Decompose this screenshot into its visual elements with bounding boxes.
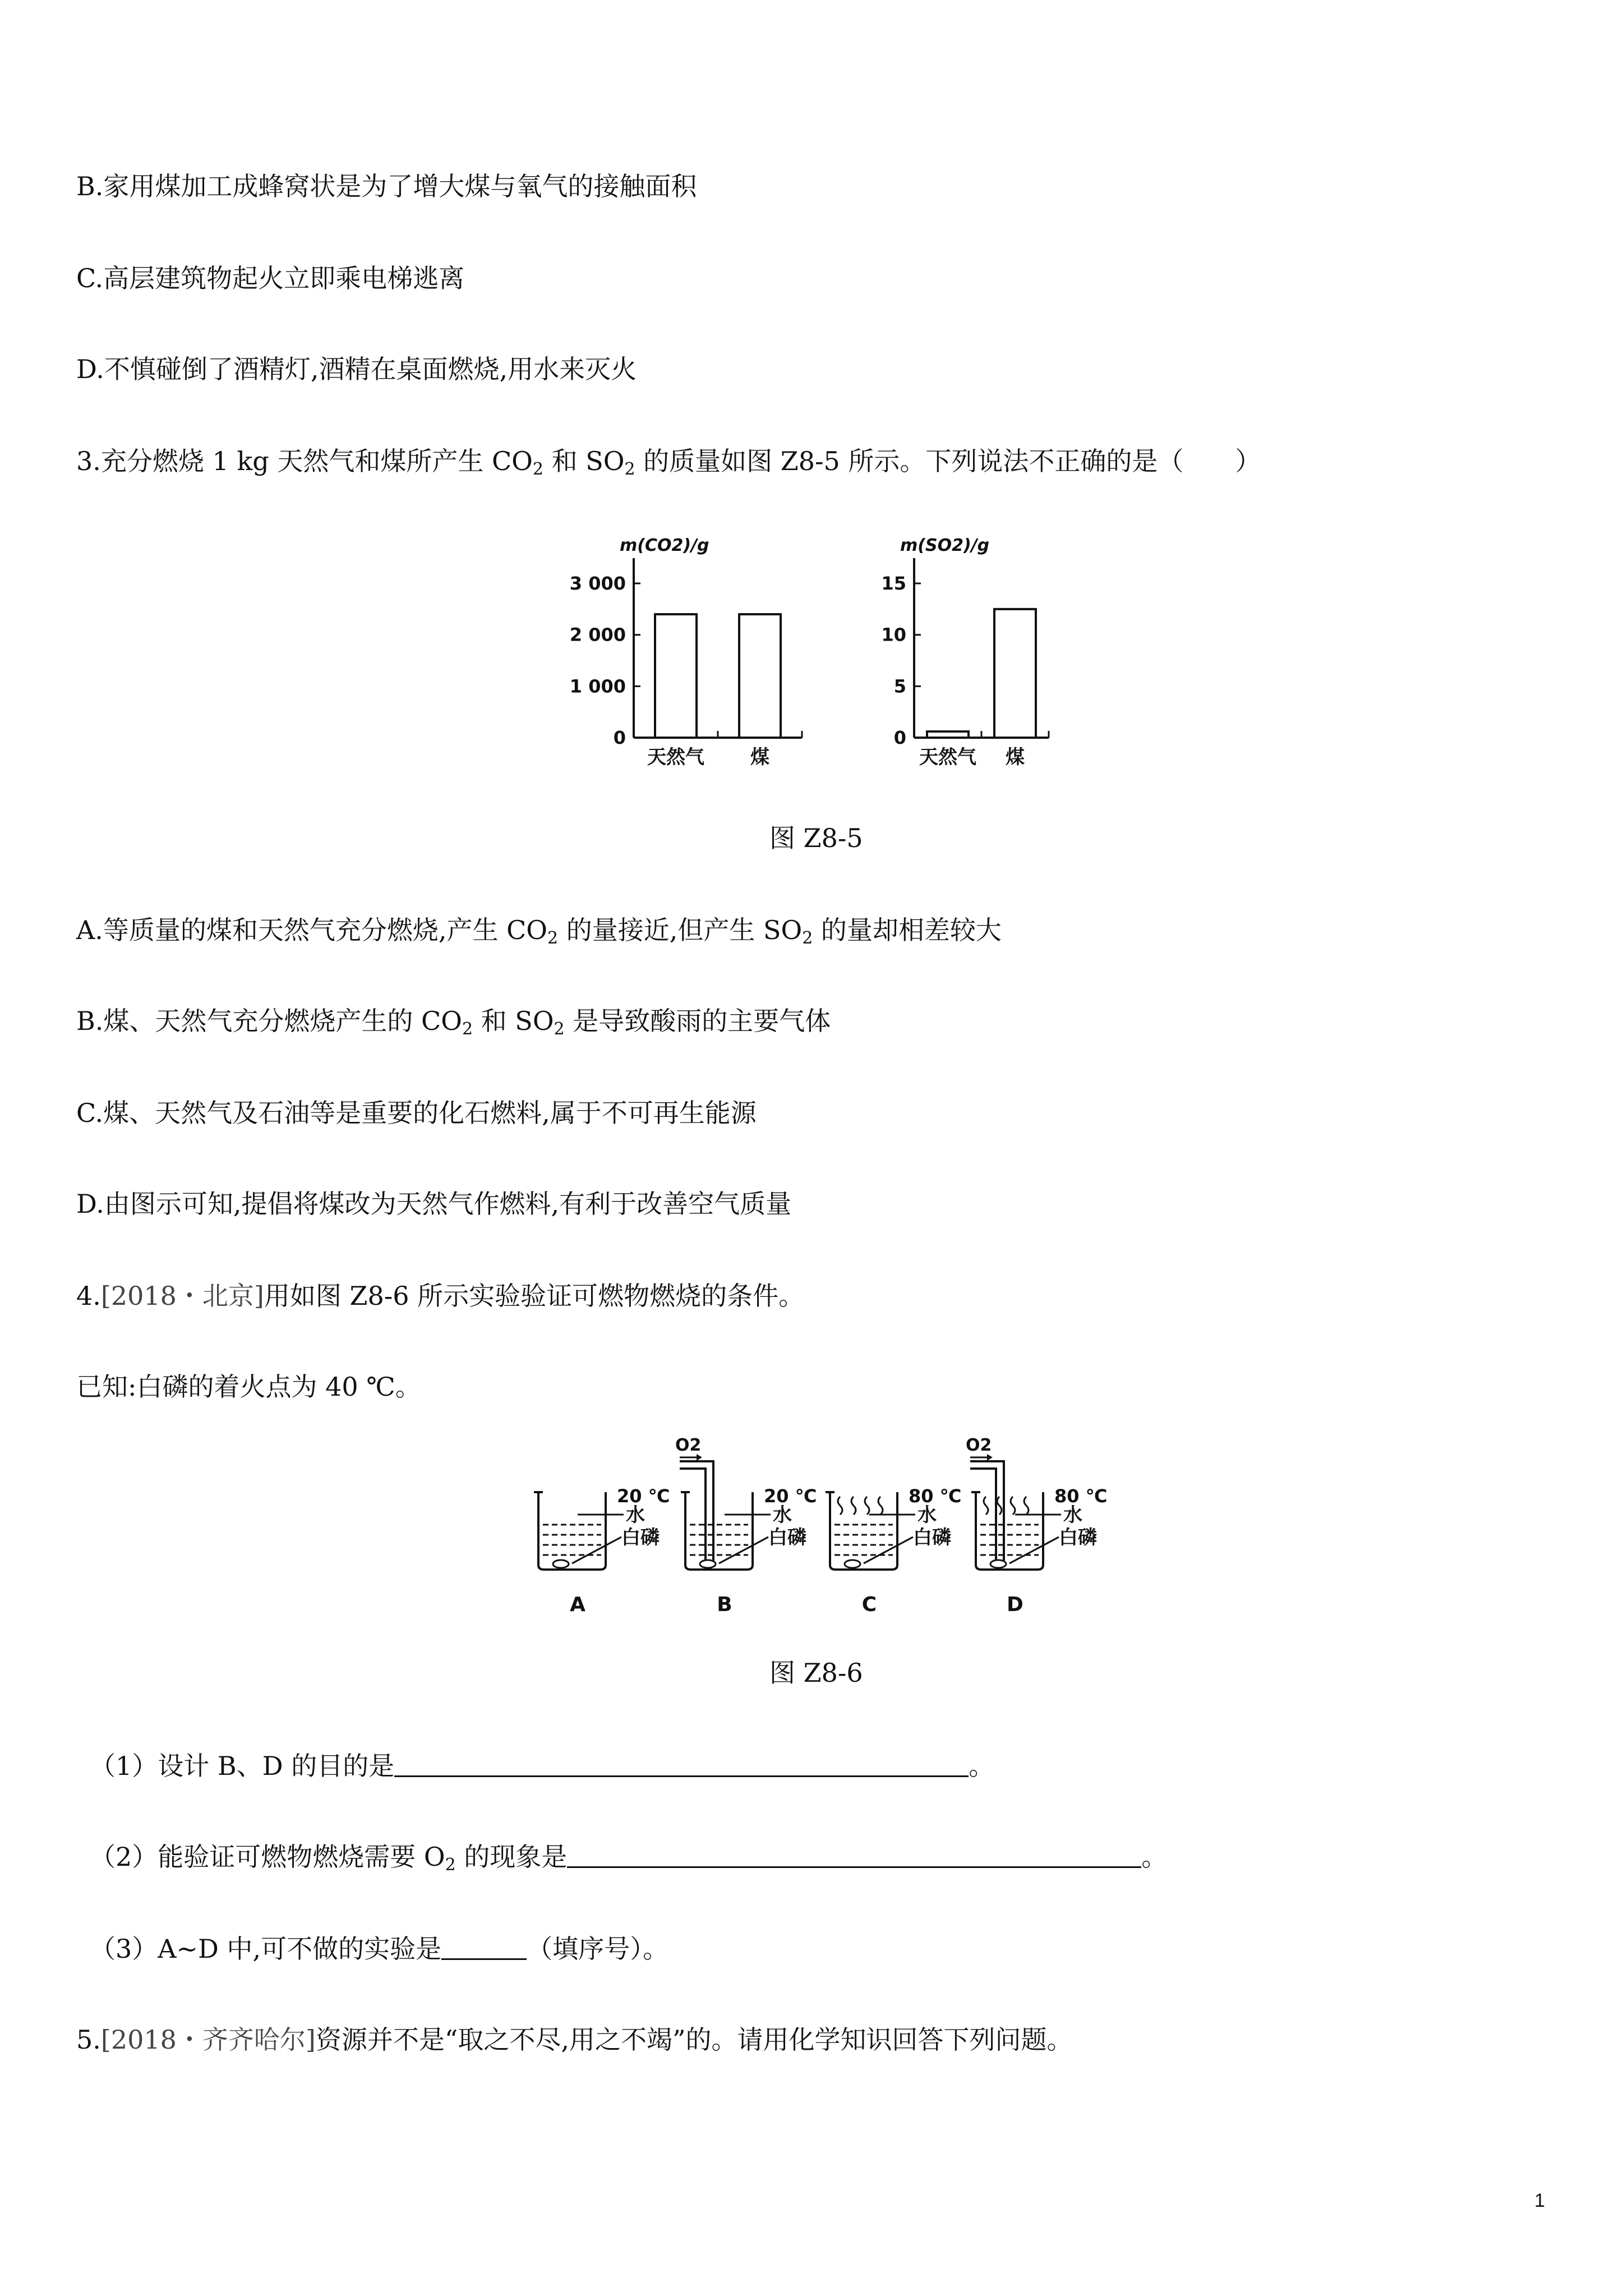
bar — [994, 609, 1036, 738]
bar — [655, 614, 697, 738]
y-tick-label: 0 — [893, 727, 906, 748]
x-tick-label: 煤 — [750, 746, 769, 769]
bar — [739, 614, 781, 738]
water-label: 水 — [917, 1504, 937, 1526]
white-phosphorus — [553, 1560, 569, 1568]
y-tick-label: 5 — [893, 675, 906, 697]
figure-z8-5 — [555, 527, 1094, 788]
steam-mark — [1024, 1497, 1029, 1515]
beaker-D — [966, 1436, 1107, 1616]
figure-z8-6 — [527, 1436, 1110, 1629]
beaker-letter: C — [861, 1593, 877, 1616]
answer-blank-1[interactable] — [394, 1750, 969, 1777]
q2-option-d: D.不慎碰倒了酒精灯,酒精在桌面燃烧,用水来灭火 — [76, 354, 637, 384]
temperature-label: 20 ℃ — [764, 1485, 817, 1507]
steam-mark — [878, 1497, 883, 1515]
beaker-diagram — [527, 1436, 1110, 1627]
steam-mark — [851, 1497, 856, 1515]
q4-part-2: （2）能验证可燃物燃烧需要 $O_2$ 的现象是 。 — [90, 1842, 1168, 1875]
beaker-letter: B — [717, 1593, 732, 1616]
beaker-body — [538, 1492, 606, 1570]
answer-blank-3[interactable] — [441, 1932, 527, 1960]
steam-mark — [1011, 1497, 1015, 1515]
label-pointer — [1009, 1537, 1059, 1563]
chart-2 — [881, 536, 1049, 769]
y-tick-label: 2 000 — [569, 624, 626, 646]
figure-z8-5-caption: 图 Z8-5 — [769, 823, 863, 853]
q3-option-b: B.煤、天然气充分燃烧产生的 $CO_2$ 和 $SO_2$ 是导致酸雨的主要气体 — [76, 1006, 831, 1039]
q3-option-c: C.煤、天然气及石油等是重要的化石燃料,属于不可再生能源 — [76, 1098, 757, 1128]
page-number: 1 — [1534, 2190, 1545, 2211]
y-tick-label: 3 000 — [569, 573, 626, 594]
beaker-letter: D — [1007, 1593, 1023, 1616]
phosphorus-label: 白磷 — [1059, 1526, 1097, 1549]
beaker-body — [976, 1492, 1043, 1570]
q4-part-3: （3）A~D 中,可不做的实验是 （填序号）。 — [90, 1934, 669, 1964]
beaker-B — [675, 1436, 817, 1616]
y-tick-label: 1 000 — [569, 675, 626, 697]
steam-mark — [997, 1497, 1002, 1515]
chart-1 — [570, 536, 802, 769]
q4-stem: 4.[2018・北京]用如图 Z8-6 所示实验验证可燃物燃烧的条件。 — [76, 1281, 805, 1311]
phosphorus-label: 白磷 — [913, 1526, 951, 1549]
label-pointer — [572, 1537, 621, 1563]
white-phosphorus — [700, 1560, 716, 1568]
q3-stem: 3.充分燃烧 1 kg 天然气和煤所产生 $CO_2$ 和 $SO_2$ 的质量如图 Z8-5 所示。下列说法不正确的是（ ） — [76, 446, 1261, 479]
y-axis-label: m(SO2)/g — [900, 536, 990, 555]
x-tick-label: 天然气 — [919, 746, 976, 769]
white-phosphorus — [845, 1560, 860, 1568]
temperature-label: 20 ℃ — [617, 1485, 670, 1507]
q3-option-d: D.由图示可知,提倡将煤改为天然气作燃料,有利于改善空气质量 — [76, 1189, 792, 1219]
y-tick-label: 10 — [881, 624, 906, 646]
q3-option-a: A.等质量的煤和天然气充分燃烧,产生 $CO_2$ 的量接近,但产生 $SO_2$ 的量却相差较大 — [76, 915, 1002, 948]
q2-option-b: B.家用煤加工成蜂窝状是为了增大煤与氧气的接触面积 — [76, 171, 697, 201]
q5-stem: 5.[2018・齐齐哈尔]资源并不是“取之不尽,用之不竭”的。请用化学知识回答下列问题。 — [76, 2024, 1073, 2055]
q2-option-c: C.高层建筑物起火立即乘电梯逃离 — [76, 263, 465, 293]
temperature-label: 80 ℃ — [1054, 1485, 1108, 1507]
beaker-body — [830, 1492, 897, 1570]
q4-part-1: （1）设计 B、D 的目的是 。 — [90, 1751, 995, 1781]
beaker-letter: A — [570, 1593, 585, 1616]
beaker-body — [685, 1492, 753, 1570]
beaker-C — [826, 1485, 961, 1616]
x-tick-label: 天然气 — [647, 746, 704, 769]
q4-source: [2018・北京] — [100, 1281, 264, 1311]
bar-charts — [555, 527, 1094, 785]
beaker-A — [534, 1485, 670, 1616]
answer-blank-2[interactable] — [567, 1841, 1141, 1868]
phosphorus-label: 白磷 — [768, 1526, 806, 1549]
white-phosphorus — [990, 1560, 1006, 1568]
q5-source: [2018・齐齐哈尔] — [100, 2024, 316, 2055]
gas-tube — [970, 1469, 996, 1561]
steam-mark — [838, 1497, 842, 1515]
steam-mark — [865, 1497, 869, 1515]
gas-tube — [680, 1469, 706, 1561]
water-label: 水 — [626, 1504, 645, 1526]
y-axis-label: m(CO2)/g — [620, 536, 709, 555]
label-pointer — [719, 1537, 768, 1563]
bar — [927, 731, 969, 738]
o2-label: O2 — [675, 1436, 702, 1455]
figure-z8-6-caption: 图 Z8-6 — [769, 1658, 863, 1688]
y-tick-label: 0 — [613, 727, 626, 748]
q4-known: 已知:白磷的着火点为 40 ℃。 — [76, 1372, 421, 1402]
o2-label: O2 — [966, 1436, 992, 1455]
water-label: 水 — [773, 1504, 792, 1526]
phosphorus-label: 白磷 — [621, 1526, 660, 1549]
water-label: 水 — [1063, 1504, 1082, 1526]
steam-mark — [984, 1497, 988, 1515]
y-tick-label: 15 — [881, 573, 906, 594]
temperature-label: 80 ℃ — [909, 1485, 962, 1507]
x-tick-label: 煤 — [1006, 746, 1025, 769]
label-pointer — [864, 1537, 913, 1563]
